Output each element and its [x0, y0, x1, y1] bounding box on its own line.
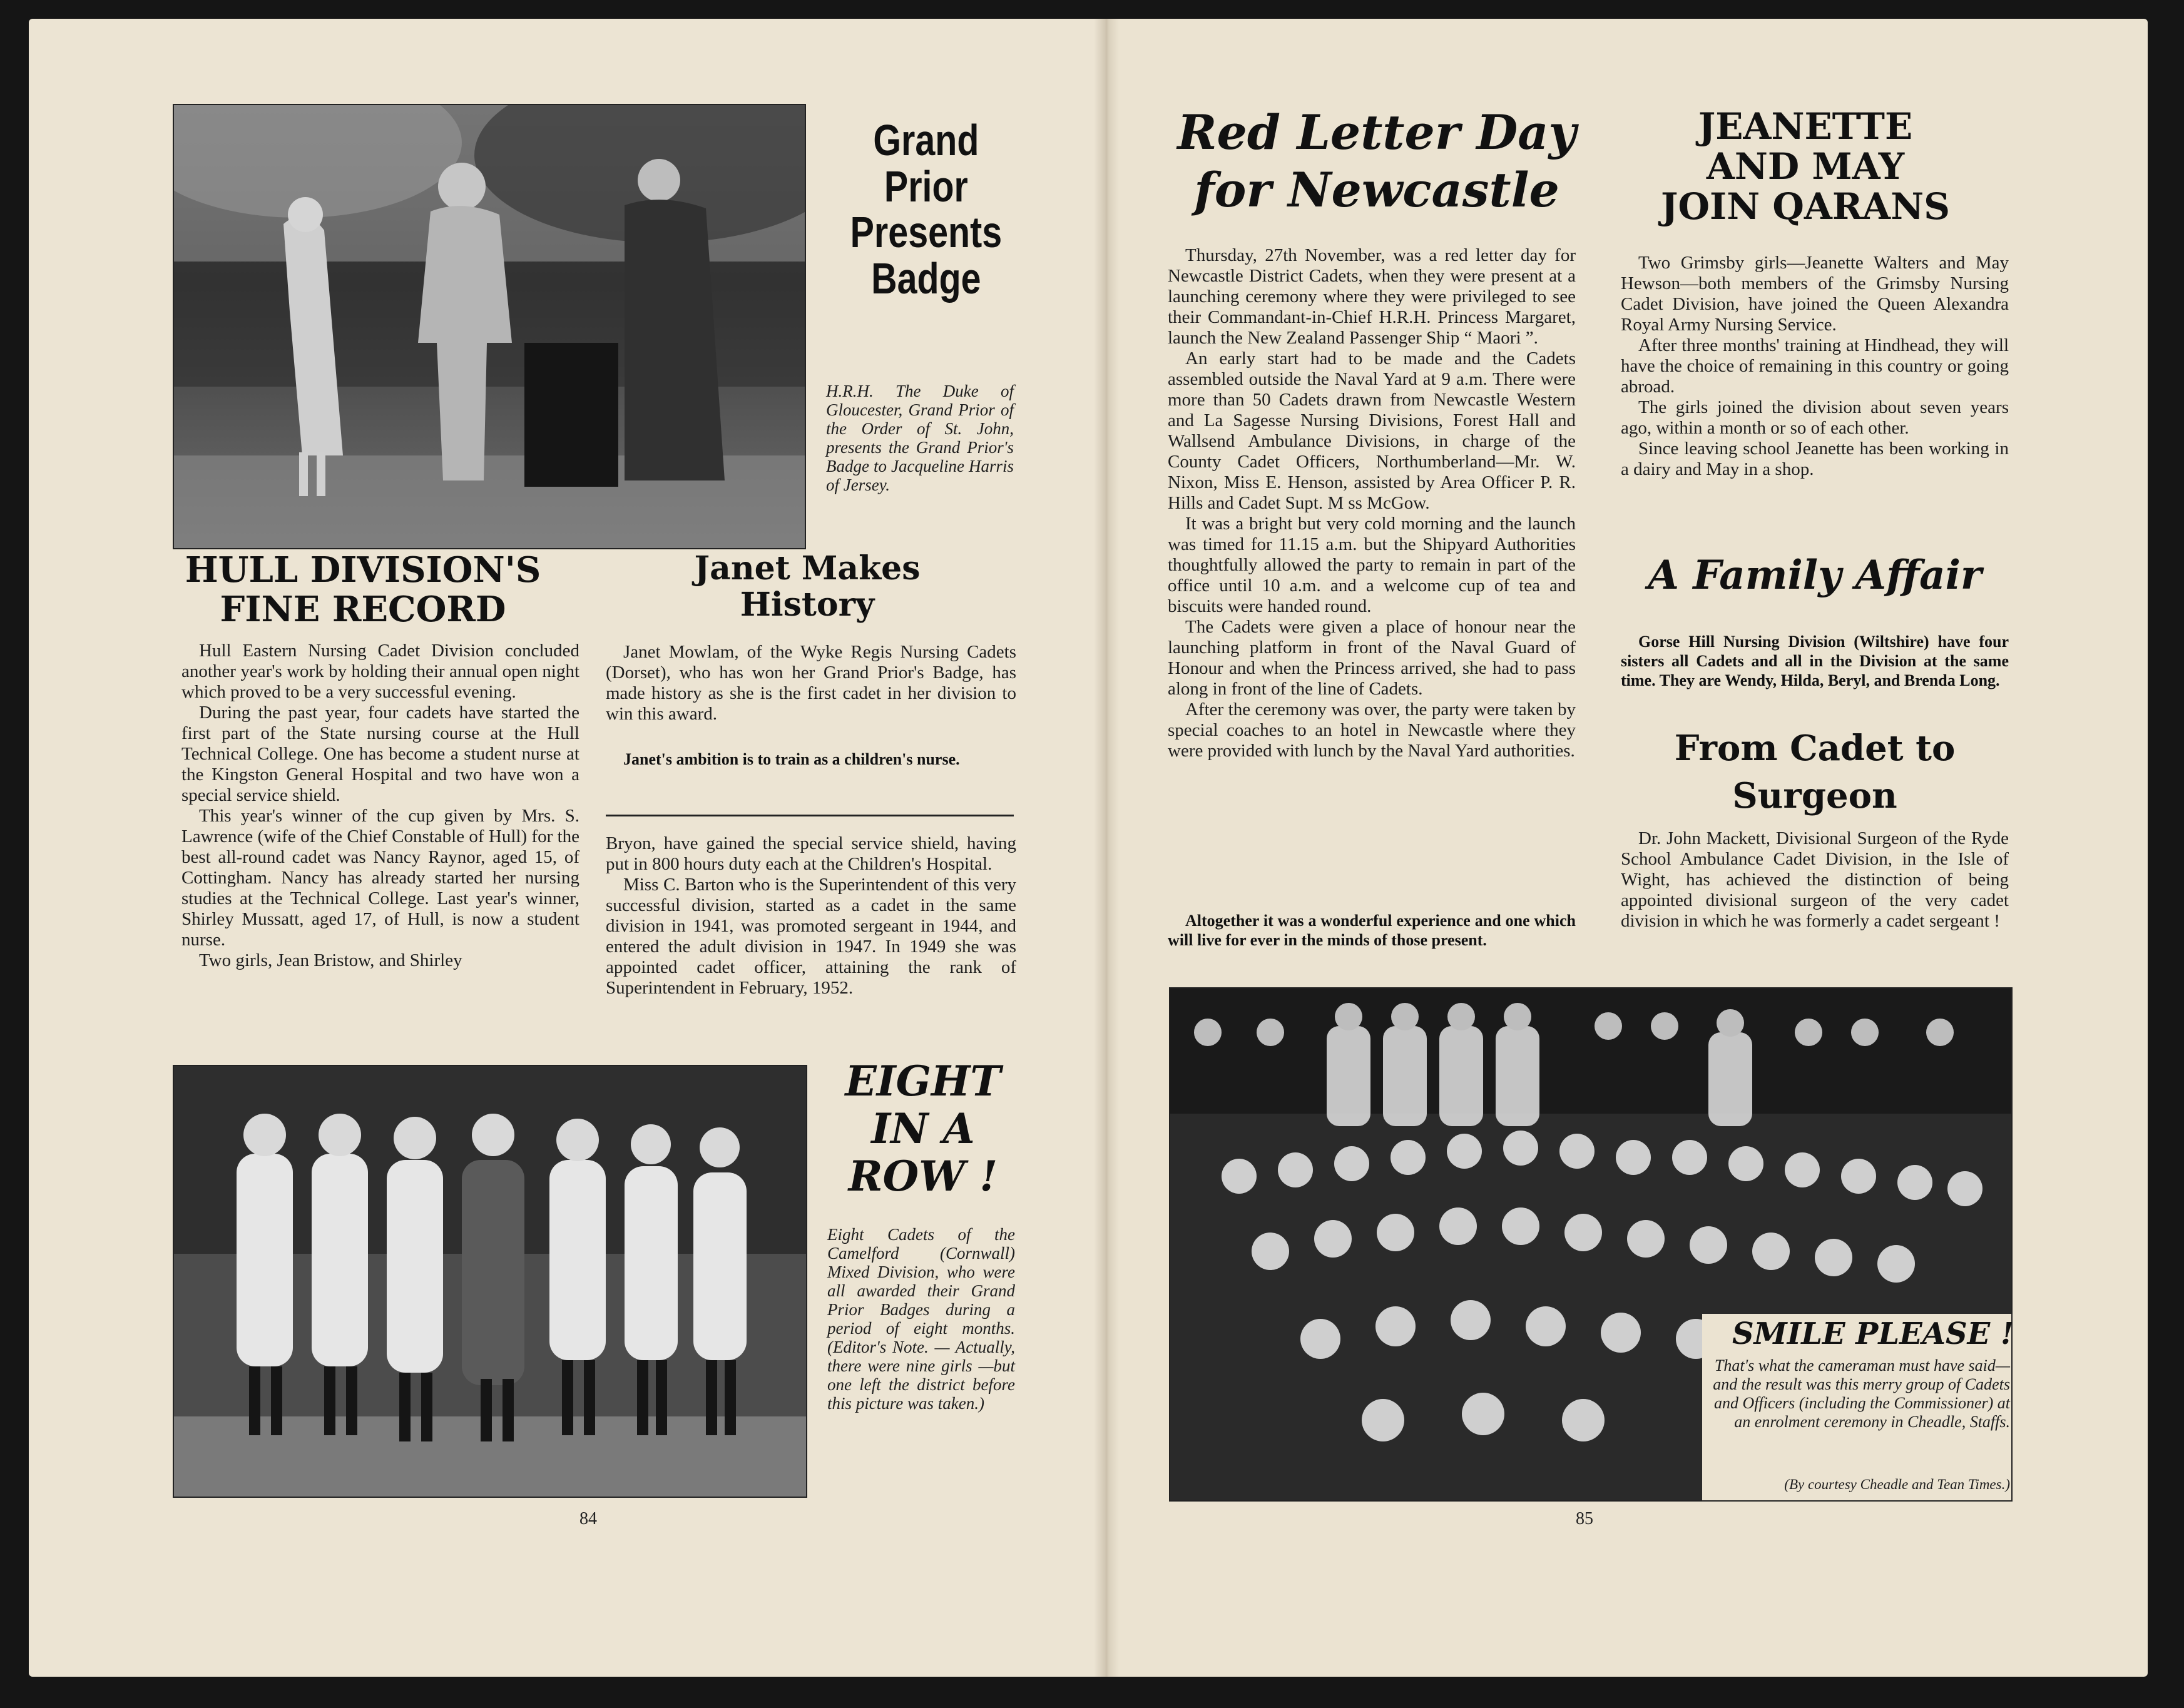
paragraph: Since leaving school Jeanette has been working in a dairy and May in a shop. — [1621, 439, 2009, 479]
paragraph: After the ceremony was over, the party were taken by special coaches to an hotel in Newcastle where they were provided with lunch by the Naval Yard authorities. — [1168, 699, 1576, 761]
paragraph: An early start had to be made and the Cadets assembled outside the Naval Yard at 9 a.m. There were more than 50 Cadets drawn from Newcastle Western and La Sagesse Nursing Divisions, Forest Hall and Wallsend Ambulance Divisions, in charge of the County Cadet Officers, Northumberland—Mr. W. Nixon, Miss E. Henson, assisted by Area Officer P. R. Hills and Cadet Supt. M ss McGow. — [1168, 348, 1576, 513]
hull-article-continued — [606, 833, 1016, 999]
grand-prior-headline — [826, 118, 1026, 302]
newcastle-article-body — [1168, 245, 1576, 761]
headline-line: Badge — [871, 253, 981, 303]
headline-line: Janet Makes — [694, 549, 921, 587]
paragraph: Bryon, have gained the special service shield, having put in 800 hours duty each at the Children's Hospital. — [606, 833, 1016, 874]
paragraph: Dr. John Mackett, Divisional Surgeon of the Ryde School Ambulance Cadet Division, in the Isle of Wight, has achieved the distinction of being appointed divisional surgeon of the very cadet division in which he was formerly a cadet sergeant ! — [1621, 828, 2009, 931]
newcastle-closing-note: Altogether it was a wonderful experience and one which will live for ever in the minds of those present. — [1168, 912, 1576, 949]
eight-in-a-row-headline — [820, 1057, 1026, 1200]
smile-please-caption: That's what the cameraman must have said—and the result was this merry group of Cadets and Officers (including the Commissioner) at an enrolment ceremony in Cheadle, Staffs. — [1713, 1356, 2010, 1431]
headline-line: Red Letter Day — [1177, 104, 1576, 160]
paragraph: Two Grimsby girls—Jeanette Walters and May Hewson—both members of the Grimsby Nursing Cadet Division, have joined the Queen Alexandra Royal Army Nursing Service. — [1621, 253, 2009, 335]
hull-article-body — [181, 641, 579, 971]
headline-line: for Newcastle — [1194, 162, 1559, 218]
janet-headline — [601, 551, 1014, 623]
paragraph: Hull Eastern Nursing Cadet Division concluded another year's work by holding their annual open night which proved to be a very successful evening. — [181, 641, 579, 702]
headline-line: AND MAY — [1706, 145, 1905, 188]
janet-article-body — [606, 642, 1016, 724]
page-number-right: 85 — [1576, 1509, 1593, 1528]
paragraph: After three months' training at Hindhead, they will have the choice of remaining in this country or going abroad. — [1621, 335, 2009, 397]
newcastle-headline — [1158, 104, 1596, 219]
photo-eight-cadets — [173, 1065, 807, 1498]
headline-line: Prior — [884, 161, 968, 211]
headline-line: Presents — [850, 208, 1003, 257]
headline-line: FINE RECORD — [220, 588, 506, 630]
headline-line: From Cadet to — [1674, 728, 1956, 769]
grand-prior-caption: H.R.H. The Duke of Gloucester, Grand Prior of the Order of St. John, presents the Grand Prior's Badge to Jacqueline Harris of Jersey. — [826, 382, 1014, 494]
headline-line: HULL DIVISION'S — [185, 549, 541, 591]
paragraph: Two girls, Jean Bristow, and Shirley — [199, 950, 462, 970]
headline-line: IN A — [871, 1104, 975, 1153]
page-number-left: 84 — [579, 1509, 597, 1528]
paragraph: It was a bright but very cold morning and the launch was timed for 11.15 a.m. but the Shipyard Authorities thoughtfully allowed the party to remain in part of the office until 10 a.m. and a welcome cup of tea and biscuits were handed round. — [1168, 514, 1576, 616]
paragraph: Miss C. Barton who is the Superintendent of this very successful division, started as a cadet in the same division in 1941, was promoted sergeant in 1944, and entered the adult division in 1947. In 1949 she was appointed cadet officer, attaining the rank of Superintendent in February, 1952. — [606, 875, 1016, 998]
headline-line: History — [740, 586, 875, 624]
headline-line: Grand — [873, 116, 979, 165]
headline-line: ROW ! — [848, 1152, 998, 1201]
headline-line: Surgeon — [1732, 775, 1897, 816]
paragraph: The Cadets were given a place of honour near the launching platform in front of the Naval Guard of Honour and when the Princess arrived, she had to pass along in front of the line of Cadets. — [1168, 617, 1576, 699]
paragraph: Thursday, 27th November, was a red letter day for Newcastle District Cadets, when they were present at a launching ceremony where they were privileged to see their Commandant-in-Chief H.R.H. Princess Margaret, launch the New Zealand Passenger Ship “ Maori ”. — [1168, 245, 1576, 348]
hull-headline — [163, 551, 563, 629]
paragraph: The girls joined the division about seven years ago, within a month or so of each other. — [1621, 397, 2009, 438]
photo-credit: (By courtesy Cheadle and Tean Times.) — [1784, 1477, 2010, 1492]
cadet-to-surgeon-headline — [1621, 724, 2009, 820]
book-gutter — [1094, 19, 1119, 1677]
column-divider — [606, 815, 1014, 816]
paragraph: This year's winner of the cup given by Mrs. S. Lawrence (wife of the Chief Constable of Hull) for the best all-round cadet was Nancy Raynor, aged 15, of Cottingham. Nancy has already started her nursing studies at the Technical College. Last year's winner, Shirley Mussatt, aged 17, of Hull, is now a student nurse. — [181, 806, 579, 950]
smile-please-headline: SMILE PLEASE ! — [1732, 1316, 2014, 1351]
jeanette-article-body — [1621, 253, 2009, 480]
headline-line: JOIN QARANS — [1661, 185, 1950, 228]
family-affair-headline: A Family Affair — [1648, 552, 1982, 599]
headline-line: JEANETTE — [1698, 105, 1913, 148]
family-affair-note: Gorse Hill Nursing Division (Wiltshire) have four sisters all Cadets and all in the Division at the same time. They are Wendy, Hilda, Beryl, and Brenda Long. — [1621, 633, 2009, 689]
eight-in-a-row-caption: Eight Cadets of the Camelford (Cornwall) Mixed Division, who were all awarded their Grand Prior Badges during a period of eight months. (Editor's Note. — Actually, there were nine girls —but one left the district before this picture was taken.) — [827, 1225, 1015, 1413]
photo-grand-prior-presentation — [173, 104, 806, 549]
headline-line: EIGHT — [845, 1057, 1001, 1106]
janet-ambition-note: Janet's ambition is to train as a children's nurse. — [623, 750, 960, 768]
paragraph: Janet Mowlam, of the Wyke Regis Nursing Cadets (Dorset), who has won her Grand Prior's Badge, has made history as she is the first cadet in her division to win this award. — [606, 642, 1016, 724]
paragraph: During the past year, four cadets have started the first part of the State nursing course at the Hull Technical College. One has become a student nurse at the Kingston General Hospital and two have won a special service shield. — [181, 703, 579, 805]
cadet-to-surgeon-body — [1621, 828, 2009, 932]
jeanette-headline — [1621, 106, 1990, 226]
